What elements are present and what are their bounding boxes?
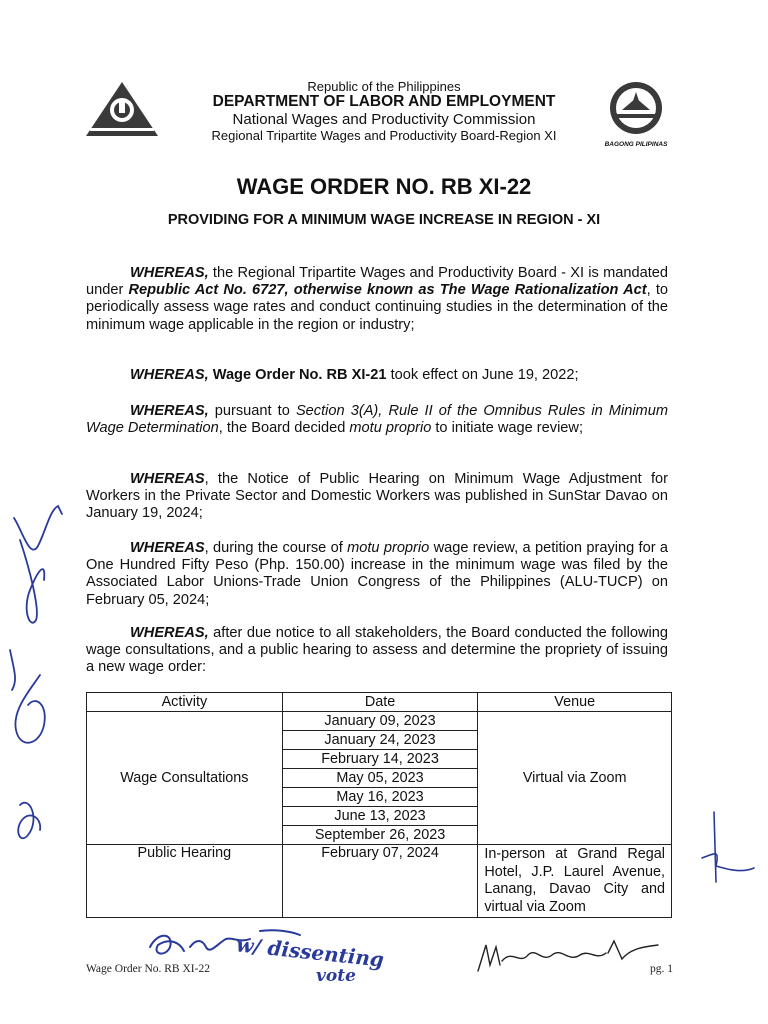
consultation-date: June 13, 2023 <box>282 807 478 826</box>
header-commission: National Wages and Productivity Commission <box>232 111 536 128</box>
consultation-date: January 24, 2023 <box>282 731 478 750</box>
document-subtitle: PROVIDING FOR A MINIMUM WAGE INCREASE IN REGION - XI <box>167 212 601 228</box>
whereas-lead: WHEREAS <box>130 471 205 487</box>
whereas-clause-5 <box>86 540 668 609</box>
whereas-clause-6 <box>86 625 668 677</box>
motu-proprio: motu proprio <box>347 540 430 556</box>
hearing-date: February 07, 2024 <box>282 845 478 918</box>
table-row <box>87 712 672 731</box>
footer-document-id: Wage Order No. RB XI-22 <box>86 963 210 975</box>
whereas-text: wage review, a petition praying for a One Hundred Fifty Peso (Php. 150.00) increase in the minimum wage was filed by the Associated Labor Unions-Trade Union Congress of the Philippines (ALU-TUCP) on February 05, 2024; <box>86 540 669 608</box>
venue-hearing: In-person at Grand Regal Hotel, J.P. Laurel Avenue, Lanang, Davao City and virtual via Zoom <box>478 845 672 918</box>
document-title: WAGE ORDER NO. RB XI-22 <box>236 174 532 199</box>
wage-order-reference: Wage Order No. RB XI-21 <box>208 367 387 383</box>
whereas-text: to initiate wage review; <box>431 420 584 437</box>
header-country: Republic of the Philippines <box>307 79 461 94</box>
whereas-lead: WHEREAS, <box>130 625 209 641</box>
consultation-date: May 05, 2023 <box>282 769 478 788</box>
venue-virtual-zoom: Virtual via Zoom <box>478 712 672 845</box>
activity-wage-consultations: Wage Consultations <box>87 712 283 845</box>
bottom-right-signature <box>472 935 662 975</box>
bagong-pilipinas-text: BAGONG PILIPINAS <box>604 141 668 148</box>
whereas-text: , during the course of <box>204 540 348 556</box>
table-header-row <box>87 693 672 712</box>
whereas-lead: WHEREAS, <box>130 265 209 281</box>
whereas-clause-1 <box>86 265 668 334</box>
whereas-text: took effect on June 19, 2022; <box>386 367 579 383</box>
whereas-text: after due notice to all stakeholders, the Board conducted the following wage consultations, and a public hearing to assess and determine the propriety of issuing a new wage order: <box>86 625 668 676</box>
header-department: DEPARTMENT OF LABOR AND EMPLOYMENT <box>212 93 556 110</box>
handwritten-note-line2: vote <box>316 966 356 986</box>
activity-public-hearing: Public Hearing <box>87 845 283 918</box>
margin-signatures <box>0 500 80 880</box>
table-header-activity: Activity <box>87 693 283 712</box>
whereas-clause-2 <box>86 367 668 384</box>
table-header-venue: Venue <box>478 693 672 712</box>
consultation-date: May 16, 2023 <box>282 788 478 807</box>
whereas-lead: WHEREAS, <box>130 367 209 383</box>
whereas-text: , the Notice of Public Hearing on Minimum Wage Adjustment for Workers in the Private Sector and Domestic Workers was published in SunStar Davao on January 19, 2024; <box>86 471 668 522</box>
table-row <box>87 845 672 918</box>
omnibus-rules-reference: Section 3(A), Rule II of the Omnibus Rules in Minimum Wage Determination <box>86 403 668 437</box>
consultations-table <box>86 692 672 918</box>
right-margin-initial <box>694 808 760 888</box>
whereas-lead: WHEREAS <box>130 540 205 556</box>
table-header-date: Date <box>282 693 478 712</box>
whereas-text: , to periodically assess wage rates and conduct continuing studies in the determination of the minimum wage applicable in the region or industry; <box>86 282 668 333</box>
consultation-date: September 26, 2023 <box>282 826 478 845</box>
header-board: Regional Tripartite Wages and Productivity Board-Region XI <box>211 128 557 143</box>
whereas-clause-3 <box>86 403 668 437</box>
whereas-text: pursuant to <box>208 403 296 419</box>
page-number: pg. 1 <box>650 963 673 975</box>
whereas-clause-4 <box>86 471 668 523</box>
whereas-text: , the Board decided <box>218 420 350 437</box>
handwritten-note-line1: w/ dissenting <box>235 932 386 972</box>
motu-proprio: motu proprio <box>349 420 432 437</box>
consultation-date: February 14, 2023 <box>282 750 478 769</box>
whereas-lead: WHEREAS, <box>130 403 209 419</box>
whereas-text: the Regional Tripartite Wages and Productivity Board - XI is mandated under <box>86 265 668 299</box>
consultation-date: January 09, 2023 <box>282 712 478 731</box>
republic-act-reference: Republic Act No. 6727, otherwise known as The Wage Rationalization Act <box>128 282 647 299</box>
